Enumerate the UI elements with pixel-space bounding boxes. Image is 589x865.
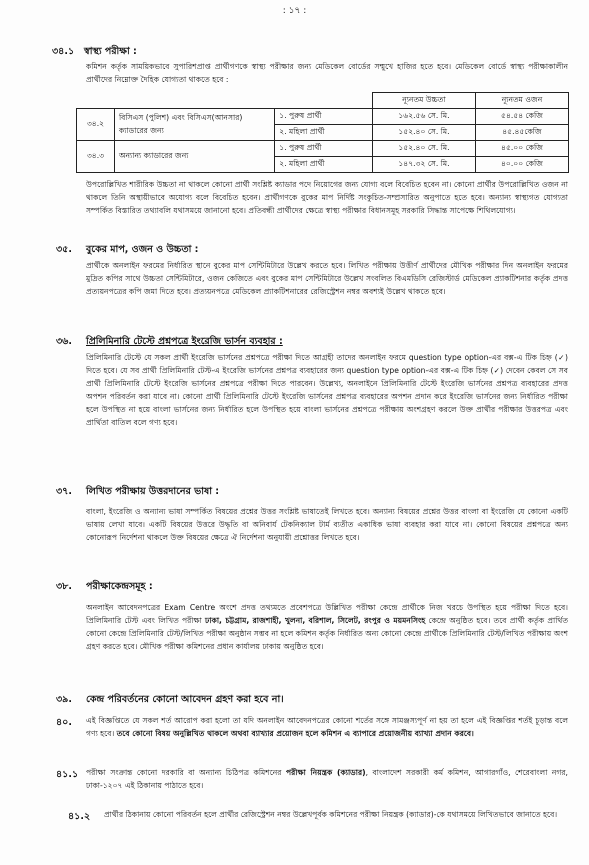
table-row: [77, 141, 569, 157]
candidate-type: ১. পুরুষ প্রার্থী: [275, 109, 373, 125]
header-min-height: ন্যূনতম উচ্চতা: [372, 93, 475, 109]
section-number-34-1: ৩৪.১: [52, 46, 75, 57]
section-text-conditions: এই বিজ্ঞপ্তিতে যে সকল শর্ত আরোপ করা হলো তা যদি অনলাইন আবেদনপত্রের কোনো শর্তের সঙ্গে সামঞ্জস্যপূর্ণ না হয় তা হলে এই বিজ্ঞপ্তির শর্তই চূড়ান্ত বলে গণ্য হবে। তবে কোনো বিষয় অনুল্লিখিত থাকলে অথবা ব্যাখ্যার প্রয়োজন হলে কমিশন এ ব্যাপারে প্রয়োজনীয় ব্যাখ্যা প্রদান করবে।: [86, 716, 568, 738]
section-number-35: ৩৫.: [56, 244, 72, 255]
table-row: [77, 109, 569, 125]
section-heading-answer-language: লিখিত পরীক্ষায় উত্তরদানের ভাষা :: [86, 486, 220, 497]
min-height-value: ১৫২.৪০ সে. মি.: [372, 141, 475, 157]
min-weight-value: ৪০.০০ কেজি: [475, 157, 568, 173]
section-heading-english-version: প্রিলিমিনারি টেস্টে প্রশ্নপত্রে ইংরেজি ভার্সন ব্যবহার :: [86, 336, 283, 347]
table-header-row: [77, 93, 569, 109]
min-weight-value: ৫৪.৫৪ কেজি: [475, 109, 568, 125]
min-height-value: ১৪৭.৩২ সে. মি.: [372, 157, 475, 173]
section-text-health-notes: উপরোল্লিখিত শারীরিক উচ্চতা না থাকলে কোনো প্রার্থী সংশ্লিষ্ট ক্যাডার পদে নিয়োগের জন্য যোগ্য বলে বিবেচিত হবেন না। কোনো প্রার্থীর উপরোল্লিখিত ওজন না থাকলে তিনি অস্থায়ীভাবে অযোগ্য বলে বিবেচিত হবেন। প্রার্থীগণকে বুকের মাপ নির্দিষ্ট সংকুচিত-সম্প্রসারিত অনুপাতে হতে হবে। অন্যান্য স্বাস্থ্যগত যোগ্যতা সম্পর্কিত বিস্তারিত তথ্যাবলি যথাসময়ে জানানো হবে। প্রতিবন্ধী প্রার্থীদের ক্ষেত্রে স্বাস্থ্য পরীক্ষার বিধানসমূহ সরকারি সিদ্ধান্ত সাপেক্ষে শিথিলযোগ্য।: [86, 180, 568, 215]
min-weight-value: ৪৫.৪৫কেজি: [475, 125, 568, 141]
cadre-label: বিসিএস (পুলিশ) এবং বিসিএস(আনসার) ক্যাডারের জন্য: [114, 109, 274, 141]
candidate-type: ২. মহিলা প্রার্থী: [275, 125, 373, 141]
section-text-english-version: প্রিলিমিনারি টেস্টে যে সকল প্রার্থী ইংরেজি ভার্সনের প্রশ্নপত্রে পরীক্ষা দিতে আগ্রহী তাদের অনলাইন ফরমে question type option-এর বক্স-এ টিক চিহ্ন (✓) দিতে হবে। যে সব প্রার্থী প্রিলিমিনারি টেস্ট-এ ইংরেজি ভার্সনের প্রশ্নপত্র ব্যবহারের জন্য question type option-এর বক্স-এ টিক চিহ্ন (✓) দেবেন কেবল সে সব প্রার্থী প্রিলিমিনারি টেস্টে ইংরেজি ভার্সনের প্রশ্নপত্রে পরীক্ষা দিতে পারবেন। উল্লেখ্য, অনলাইনে প্রিলিমিনারি টেস্টে ইংরেজি ভার্সনের প্রশ্নপত্র ব্যবহারের প্রদত্ত অপশন পরিবর্তন করা যাবে না। কোনো প্রার্থী প্রিলিমিনারি টেস্টে ইংরেজি ভার্সনের প্রশ্নপত্র ব্যবহারের অপশন প্রদান করে ইংরেজি ভার্সনের জন্য নির্ধারিত পরীক্ষা হলে উপস্থিত না হয়ে বাংলা ভার্সনের জন্য নির্ধারিত হলে উপস্থিত হয়ে বাংলা ভার্সনের প্রশ্নপত্রে পরীক্ষায় অংশগ্রহণ করলে উক্ত প্রার্থীর পরীক্ষার উত্তরপত্র এবং প্রার্থিতা বাতিল বলে গণ্য হবে।: [86, 353, 568, 427]
section-number-36: ৩৬.: [56, 336, 72, 347]
exam-centre-cities: ঢাকা, চট্টগ্রাম, রাজশাহী, খুলনা, বরিশাল, সিলেট, রংপুর ও ময়মনসিংহ: [205, 616, 426, 625]
candidate-type: ১. পুরুষ প্রার্থী: [275, 141, 373, 157]
section-text-exam-centres: অনলাইন আবেদনপত্রের Exam Centre অংশে প্রদত্ত তথ্যমতে প্রবেশপত্রে উল্লিখিত পরীক্ষা কেন্দ্রে প্রার্থীকে নিজ খরচে উপস্থিত হয়ে পরীক্ষা দিতে হবে। প্রিলিমিনারি টেস্ট এবং লিখিত পরীক্ষা ঢাকা, চট্টগ্রাম, রাজশাহী, খুলনা, বরিশাল, সিলেট, রংপুর ও ময়মনসিংহ কেন্দ্রে অনুষ্ঠিত হবে। তবে প্রার্থী কর্তৃক প্রার্থিত কোনো কেন্দ্রে প্রিলিমিনারি টেস্ট/লিখিত পরীক্ষা অনুষ্ঠান সম্ভব না হলে কমিশন কর্তৃক নির্ধারিত অন্য কোনো কেন্দ্রে প্রার্থীকে প্রিলিমিনারি টেস্ট/লিখিত পরীক্ষায় অংশ গ্রহণ করতে হবে। মৌখিক পরীক্ষা কমিশনের প্রধান কার্যালয় ঢাকায় অনুষ্ঠিত হবে।: [86, 603, 568, 651]
section-text-health-exam: কমিশন কর্তৃক সাময়িকভাবে সুপারিশপ্রাপ্ত প্রার্থীগণকে স্বাস্থ্য পরীক্ষার জন্য মেডিকেল বোর্ডের সম্মুখে হাজির হতে হবে। মেডিকেল বোর্ডে স্বাস্থ্য পরীক্ষাকালীন প্রার্থীদের নিম্নোক্ত দৈহিক যোগ্যতা থাকতে হবে :: [86, 62, 568, 84]
section-text-answer-language: বাংলা, ইংরেজি ও অন্যান্য ভাষা সম্পর্কিত বিষয়ের প্রশ্নের উত্তর সংশ্লিষ্ট ভাষাতেই লিখতে হবে। অন্যান্য বিষয়ের প্রশ্নের উত্তর বাংলা বা ইংরেজি যে কোনো একটি ভাষায় লেখা যাবে। একটি বিষয়ের উত্তরে উদ্ধৃতি বা অনিবার্য টেকনিক্যাল টার্ম ব্যতীত একাধিক ভাষা ব্যবহার করা যাবে না। কোনো বিষয়ের প্রশ্নপত্রে অন্য কোনোরূপ নির্দেশনা থাকলে উক্ত বিষয়ের ক্ষেত্রে ঐ নির্দেশনা অনুযায়ী প্রশ্নোত্তর লিখতে হবে।: [86, 507, 568, 542]
section-heading-health-exam: স্বাস্থ্য পরীক্ষা :: [84, 46, 137, 57]
header-min-weight: ন্যূনতম ওজন: [475, 93, 568, 109]
commission-clarification: তবে কোনো বিষয় অনুল্লিখিত থাকলে অথবা ব্যাখ্যার প্রয়োজন হলে কমিশন এ ব্যাপারে প্রয়োজনীয় ব্যাখ্যা প্রদান করবে।: [116, 729, 474, 738]
section-number-37: ৩৭.: [56, 486, 72, 497]
section-number-39: ৩৯.: [56, 694, 72, 705]
group-number: ৩৪.২: [77, 109, 115, 141]
cadre-label: অন্যান্য ক্যাডারের জন্য: [114, 141, 274, 173]
candidate-type: ২. মহিলা প্রার্থী: [275, 157, 373, 173]
section-text-address-change: প্রার্থীর ঠিকানায় কোনো পরিবর্তন হলে প্রার্থীর রেজিস্ট্রেশন নম্বর উল্লেখপূর্বক কমিশনের পরীক্ষা নিয়ন্ত্রক (ক্যাডার)-কে যথাসময়ে লিখিতভাবে জানাতে হবে।: [104, 810, 558, 819]
min-height-value: ১৬২.৫৬ সে. মি.: [372, 109, 475, 125]
min-height-value: ১৫২.৪০ সে. মি.: [372, 125, 475, 141]
physical-requirements-table: [76, 92, 569, 173]
exam-controller-title: পরীক্ষা নিয়ন্ত্রক (ক্যাডার): [285, 768, 366, 777]
page-number: : ১৭ :: [282, 6, 307, 16]
section-number-41-2: ৪১.২: [68, 811, 91, 822]
section-heading-chest-weight-height: বুকের মাপ, ওজন ও উচ্চতা :: [86, 244, 199, 255]
section-number-40: ৪০.: [56, 717, 72, 728]
group-number: ৩৪.৩: [77, 141, 115, 173]
section-number-41-1: ৪১.১: [56, 769, 79, 780]
section-number-38: ৩৮.: [56, 581, 72, 592]
section-text-correspondence: পরীক্ষা সংক্রান্ত কোনো দরকারি বা অন্যান্য চিঠিপত্র কমিশনের পরীক্ষা নিয়ন্ত্রক (ক্যাডার), বাংলাদেশ সরকারী কর্ম কমিশন, আগারগাঁও, শেরেবাংলা নগর, ঢাকা-১২০৭ এই ঠিকানায় পাঠাতে হবে।: [86, 768, 568, 790]
section-heading-centre-change: কেন্দ্র পরিবর্তনের কোনো আবেদন গ্রহণ করা হবে না।: [86, 694, 284, 705]
min-weight-value: ৪৫.০০ কেজি: [475, 141, 568, 157]
section-heading-exam-centres: পরীক্ষাকেন্দ্রসমূহ :: [86, 581, 153, 592]
section-text-chest-weight-height: প্রার্থীকে অনলাইন ফরমের নির্ধারিত স্থানে বুকের মাপ সেন্টিমিটারে উল্লেখ করতে হবে। লিখিত পরীক্ষায় উত্তীর্ণ প্রার্থীদের মৌখিক পরীক্ষার দিন অনলাইন ফরমের মুদ্রিত কপির সাথে উচ্চতা সেন্টিমিটারে, ওজন কেজিতে এবং বুকের মাপ সেন্টিমিটারে উল্লেখ সংবলিত বিএমডিসি রেজিস্টার্ড মেডিকেল প্র্যাকটিশনার কর্তৃক প্রদত্ত প্রত্যয়নপত্রের কপি জমা দিতে হবে। প্রত্যয়নপত্রে মেডিকেল প্র্যাকটিশনারের রেজিস্ট্রেশন নম্বর অবশ্যই উল্লেখ থাকতে হবে।: [86, 261, 568, 296]
